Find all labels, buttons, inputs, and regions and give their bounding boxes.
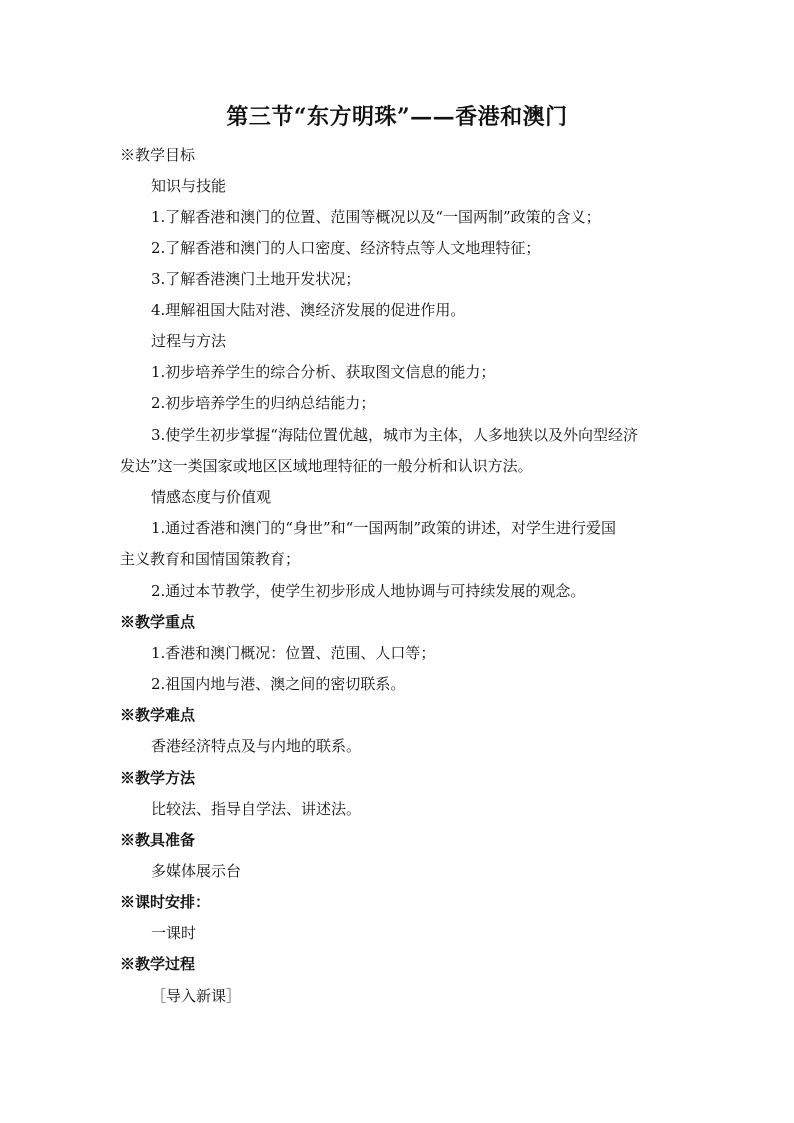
- schedule-heading: ※课时安排：: [120, 893, 211, 911]
- schedule-text: 一课时: [151, 924, 197, 942]
- emotion-values-heading: 情感态度与价值观: [151, 488, 272, 506]
- page-title: 第三节“东方明珠”——香港和澳门: [226, 104, 568, 130]
- teaching-method-heading: ※教学方法: [120, 769, 196, 787]
- teaching-process-heading: ※教学过程: [120, 955, 196, 973]
- knowledge-item-4: 4.理解祖国大陆对港、澳经济发展的促进作用。: [151, 301, 466, 319]
- key-points-heading: ※教学重点: [120, 613, 196, 631]
- process-item-2: 2.初步培养学生的归纳总结能力；: [151, 394, 376, 412]
- knowledge-skills-heading: 知识与技能: [151, 177, 227, 195]
- difficulty-text: 香港经济特点及与内地的联系。: [151, 737, 362, 755]
- teaching-tools-heading: ※教具准备: [120, 831, 196, 849]
- knowledge-item-1: 1.了解香港和澳门的位置、范围等概况以及“一国两制”政策的含义；: [151, 208, 601, 226]
- key-point-item-1: 1.香港和澳门概况：位置、范围、人口等；: [151, 644, 436, 662]
- process-item-3-continued: 发达”这一类国家或地区区域地理特征的一般分析和认识方法。: [120, 457, 533, 475]
- teaching-tools-text: 多媒体展示台: [151, 862, 242, 880]
- difficulty-heading: ※教学难点: [120, 706, 196, 724]
- teaching-goals-heading: ※教学目标: [120, 146, 196, 164]
- knowledge-item-3: 3.了解香港澳门土地开发状况；: [151, 270, 361, 288]
- intro-new-lesson-label: ［导入新课］: [151, 987, 242, 1005]
- emotion-item-2: 2.通过本节教学，使学生初步形成人地协调与可持续发展的观念。: [151, 582, 586, 600]
- teaching-method-text: 比较法、指导自学法、讲述法。: [151, 800, 362, 818]
- process-item-1: 1.初步培养学生的综合分析、获取图文信息的能力；: [151, 363, 496, 381]
- key-point-item-2: 2.祖国内地与港、澳之间的密切联系。: [151, 675, 406, 693]
- emotion-item-1-continued: 主义教育和国情国策教育；: [120, 550, 301, 568]
- knowledge-item-2: 2.了解香港和澳门的人口密度、经济特点等人文地理特征；: [151, 239, 541, 257]
- process-method-heading: 过程与方法: [151, 332, 227, 350]
- process-item-3: 3.使学生初步掌握“海陆位置优越，城市为主体，人多地狭以及外向型经济: [151, 426, 638, 444]
- emotion-item-1: 1.通过香港和澳门的“身世”和“一国两制”政策的讲述，对学生进行爱国: [151, 519, 616, 537]
